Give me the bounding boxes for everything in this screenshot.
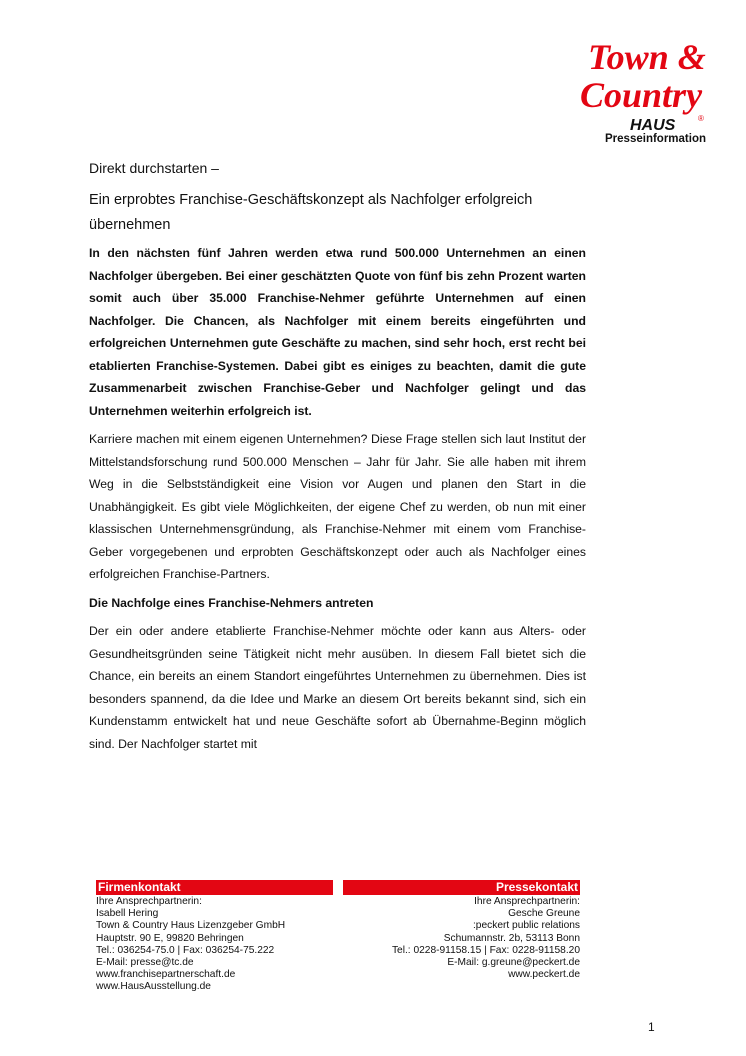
company-contact-line: Isabell Hering	[96, 908, 159, 920]
press-email[interactable]: E-Mail: g.greune@peckert.de	[447, 957, 580, 969]
subheading: Die Nachfolge eines Franchise-Nehmers antreten	[89, 595, 374, 610]
logo-graphic	[578, 35, 710, 147]
company-contact-line: Town & Country Haus Lizenzgeber GmbH	[96, 920, 286, 932]
press-contact-line: Ihre Ansprechpartnerin:	[474, 896, 580, 907]
company-contact-line: Tel.: 036254-75.0 | Fax: 036254-75.222	[96, 944, 275, 956]
company-contact-title: Firmenkontakt	[96, 880, 333, 895]
press-info-label: Presseinformation	[605, 133, 706, 145]
press-contact-line: Schumannstr. 2b, 53113 Bonn	[443, 932, 580, 944]
logo-line-country: Country	[580, 75, 703, 115]
press-contact	[343, 880, 580, 981]
lead-paragraph: In den nächsten fünf Jahren werden etwa rund 500.000 Unternehmen an einen Nachfolger übergeben. Bei einer geschätzten Quote von fünf bis zehn Prozent warten somit auch über 35.000 Franchise-Nehmer geführte Unternehmen auf einen Nachfolger. Die Chancen, als Nachfolger mit einem bereits eingeführten und erfolgreichen Unternehmen gute Geschäfte zu machen, sind sehr hoch, erst recht bei etablierten Franchise-Systemen. Dabei gibt es einiges zu beachten, damit die gute Zusammenarbeit zwischen Franchise-Geber und Nachfolger gelingt und das Unternehmen weiterhin erfolgreich ist.	[89, 246, 586, 418]
kicker: Direkt durchstarten –	[89, 160, 219, 176]
body-paragraph-2: Der ein oder andere etablierte Franchise-Nehmer möchte oder kann aus Alters- oder Gesundheitsgründen seine Tätigkeit nicht mehr ausüben. In diesem Fall bietet sich die Chance, ein bereits an einem Standort eingeführtes Unternehmen zu übernehmen. Dies ist besonders spannend, da die Idee und Marke an diesem Ort bereits bekannt sind, sich ein Kundenstamm entwickelt hat und neue Geschäfte sofort ab Übernahme-Beginn möglich sind. Der Nachfolger startet mit	[89, 624, 586, 751]
company-contact	[96, 880, 333, 994]
article	[89, 160, 586, 761]
headline: Ein erprobtes Franchise-Geschäftskonzept als Nachfolger erfolgreich übernehmen	[89, 192, 533, 233]
logo-line-town: Town &	[588, 37, 706, 77]
press-contact-line: Gesche Greune	[508, 908, 580, 920]
body-paragraph-1: Karriere machen mit einem eigenen Unternehmen? Diese Frage stellen sich laut Institut der Mittelstandsforschung rund 500.000 Menschen – Jahr für Jahr. Sie alle haben mit ihrem Weg in die Selbstständigkeit eine Vision vor Augen und planen den Start in die Unabhängigkeit. Es gibt viele Möglichkeiten, der eigene Chef zu werden, ob nun mit einer klassischen Unternehmensgründung, als Franchise-Nehmer mit einem vom Franchise-Geber vorgegebenen und erprobten Geschäftskonzept oder auch als Nachfolger eines erfolgreichen Franchise-Partners.	[89, 432, 586, 581]
press-contact-line: :peckert public relations	[472, 920, 580, 932]
press-contact-line: Tel.: 0228-91158.15 | Fax: 0228-91158.20	[391, 944, 580, 956]
town-country-haus-logo	[578, 35, 710, 147]
company-website-link[interactable]: www.franchisepartnerschaft.de	[96, 969, 236, 981]
page-number: 1	[648, 1020, 655, 1034]
registered-mark: ®	[698, 114, 704, 123]
company-contact-line: Ihre Ansprechpartnerin:	[96, 896, 202, 907]
company-contact-line: Hauptstr. 90 E, 99820 Behringen	[96, 932, 244, 944]
company-website-link[interactable]: www.HausAusstellung.de	[96, 981, 211, 993]
logo-line-haus: HAUS	[630, 117, 676, 134]
company-email[interactable]: E-Mail: presse@tc.de	[96, 957, 194, 969]
press-website-link[interactable]: www.peckert.de	[508, 969, 580, 981]
press-contact-title: Pressekontakt	[343, 880, 580, 895]
